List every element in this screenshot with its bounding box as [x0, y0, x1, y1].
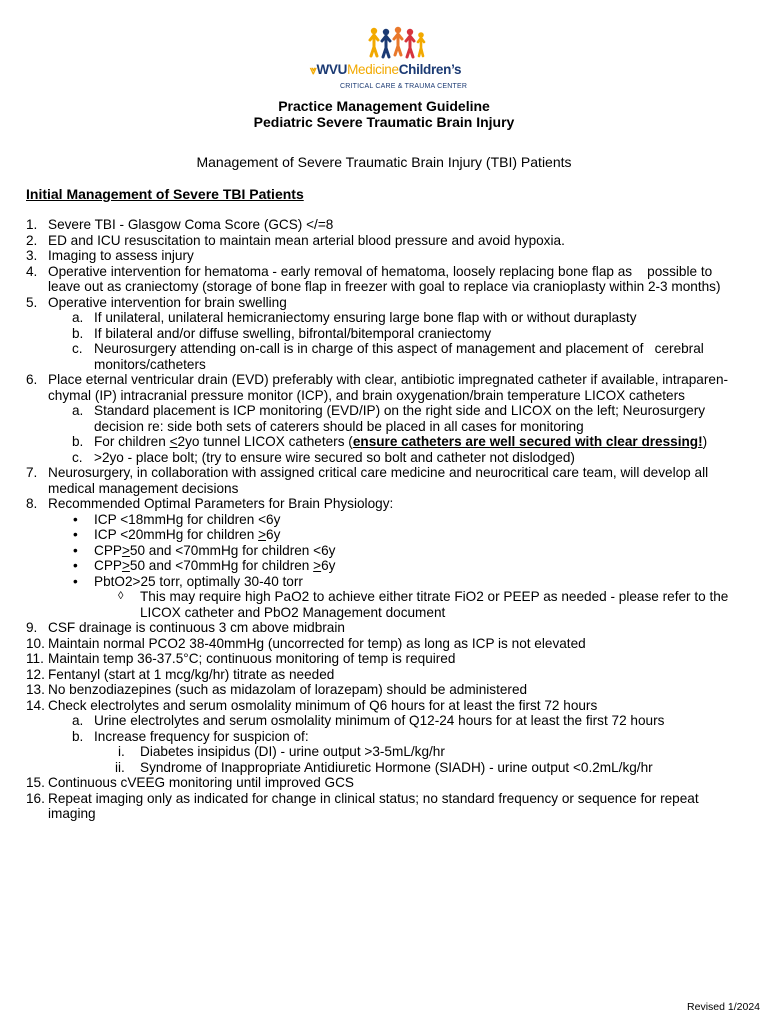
list-item: 16. Repeat imaging only as indicated for change in clinical status; no standard frequency or sequence for repeat imaging [26, 790, 699, 821]
logo-subtitle: CRITICAL CARE & TRAUMA CENTER [340, 83, 468, 90]
list-item: 10. Maintain normal PCO2 38-40mmHg (uncorrected for temp) as long as ICP is not elevated [26, 635, 586, 651]
diamond-bullet-icon: ◊ [118, 590, 124, 602]
logo-wordmark: ⩔WVUMedicineChildren’s [310, 62, 462, 77]
bullet-icon: • [73, 542, 78, 558]
bullet-icon: • [73, 527, 78, 542]
list-item: 3. Imaging to assess injury [26, 248, 194, 263]
bullet-icon: • [73, 558, 78, 573]
list-item: 13. No benzodiazepines (such as midazolam of lorazepam) should be administered [26, 682, 528, 697]
list-item: 12. Fentanyl (start at 1 mcg/kg/hr) titrate as needed [26, 666, 335, 682]
revision-date: Revised 1/2024 [687, 1001, 760, 1013]
list-item: 7. Neurosurgery, in collaboration with assigned critical care medicine and neurocritical care team, will develop all medical management decisions [26, 465, 709, 496]
bullet-icon: • [73, 511, 78, 527]
list-item: 6. Place eternal ventricular drain (EVD) preferably with clear, antibiotic impregnated catheter if available, intraparen- chymal (IP) intracranial pressure monitor (ICP), and brain oxygenation/brain temperature LICOX catheters [26, 372, 729, 403]
title-line-2: Pediatric Severe Traumatic Brain Injury [253, 114, 515, 130]
children-figures-icon [367, 26, 427, 60]
note-item: ◊ This may require high PaO2 to achieve either titrate FiO2 or PEEP as needed - please refer to the LICOX catheter and PbO2 Management document [118, 589, 729, 620]
sub-item: a. Standard placement is ICP monitoring (EVD/IP) on the right side and LICOX on the left; Neurosurgery decision re: side both sets of caterers should be placed in all cases for monitoring [72, 403, 706, 434]
sub-sub-item: ii. Syndrome of Inappropriate Antidiuretic Hormone (SIADH) - urine output <0.2mL/kg/hr [115, 759, 653, 775]
bullet-item: • ICP <18mmHg for children <6y [73, 511, 281, 527]
sub-item: a. Urine electrolytes and serum osmolality minimum of Q12-24 hours for at least the first 72 hours [72, 713, 665, 728]
bullet-item: • ICP <20mmHg for children >6y [73, 527, 281, 542]
sub-item: b. Increase frequency for suspicion of: [72, 728, 309, 744]
list-item: 2. ED and ICU resuscitation to maintain mean arterial blood pressure and avoid hypoxia. [26, 232, 565, 248]
list-item: 8. Recommended Optimal Parameters for Brain Physiology: [26, 496, 394, 511]
bullet-item: • PbtO2>25 torr, optimally 30-40 torr [73, 573, 303, 589]
wvu-medicine-childrens-logo [310, 26, 480, 96]
flying-wv-icon: ⩔ [310, 63, 317, 77]
sub-item: b. If bilateral and/or diffuse swelling, bifrontal/bitemporal craniectomy [72, 325, 492, 341]
section-heading: Initial Management of Severe TBI Patients [26, 186, 304, 202]
list-item: 15. Continuous cVEEG monitoring until improved GCS [26, 775, 354, 790]
list-item: 1. Severe TBI - Glasgow Coma Score (GCS) </=8 [26, 217, 334, 232]
document-title [0, 98, 768, 130]
sub-item: c. Neurosurgery attending on-call is in charge of this aspect of management and placement of cerebral monitors/catheters [72, 341, 704, 372]
sub-sub-item: i. Diabetes insipidus (DI) - urine output >3-5mL/kg/hr [118, 744, 445, 759]
sub-item: b. For children <2yo tunnel LICOX catheters (ensure catheters are well secured with clear dressing!) [72, 434, 708, 449]
list-item: 9. CSF drainage is continuous 3 cm above midbrain [26, 620, 345, 635]
title-line-1: Practice Management Guideline [278, 98, 490, 114]
emphasis-text: ensure catheters are well secured with clear dressing! [352, 434, 703, 449]
list-item: 14. Check electrolytes and serum osmolality minimum of Q6 hours for at least the first 72 hours [26, 697, 598, 713]
bullet-item: • CPP>50 and <70mmHg for children >6y [73, 558, 336, 573]
list-item: 11. Maintain temp 36-37.5°C; continuous monitoring of temp is required [26, 651, 456, 666]
document-subtitle: Management of Severe Traumatic Brain Injury (TBI) Patients [196, 154, 572, 170]
bullet-icon: • [73, 573, 78, 589]
sub-item: c. >2yo - place bolt; (try to ensure wire secured so bolt and catheter not dislodged) [72, 449, 575, 465]
bullet-item: • CPP>50 and <70mmHg for children <6y [73, 542, 336, 558]
list-item: 4. Operative intervention for hematoma - early removal of hematoma, loosely replacing bone flap as possible to leave out as craniectomy (storage of bone flap in freezer with goal to replace via cranioplasty within 2-3 months) [26, 263, 721, 294]
list-item: 5. Operative intervention for brain swelling [26, 294, 287, 310]
sub-item: a. If unilateral, unilateral hemicraniectomy ensuring large bone flap with or without duraplasty [72, 310, 637, 325]
guideline-list [26, 217, 750, 822]
